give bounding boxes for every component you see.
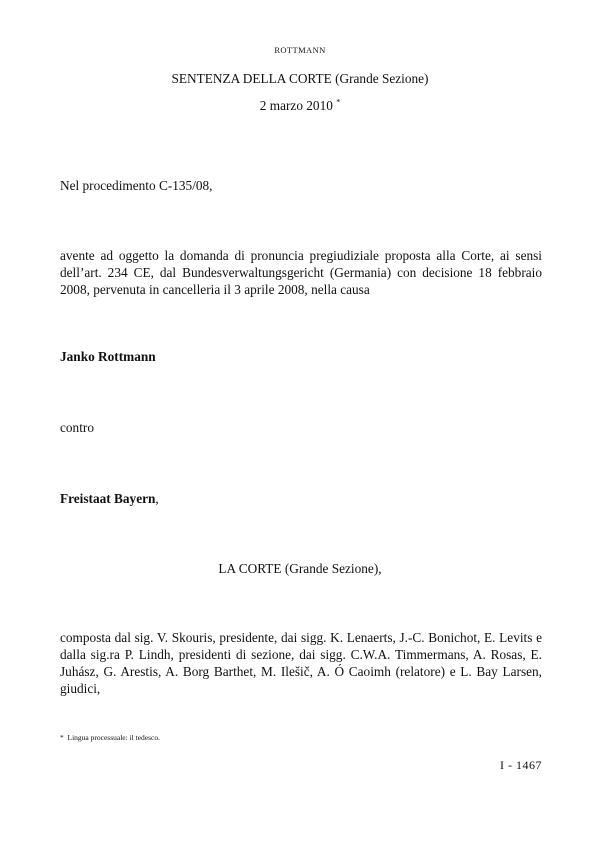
footnote (60, 733, 160, 742)
party-one: Janko Rottmann (60, 349, 156, 364)
footnote-marker: * (60, 733, 64, 742)
procedure-line: Nel procedimento C-135/08, (60, 178, 213, 193)
footnote-text: Lingua processuale: il tedesco. (67, 733, 160, 742)
composition-paragraph: composta dal sig. V. Skouris, presidente, dai sigg. K. Lenaerts, J.-C. Bonichot, E. Levits e dalla sig.ra P. Lindh, presidenti di sezione, dai sigg. C.W.A. Timmermans, A. Rosas, E. Juhász, G. Arestis, A. Borg Barthet, M. Ilešič, A. Ó Caoimh (relatore) e L. Bay Larsen, giudici, (60, 630, 542, 696)
court-heading: LA CORTE (Grande Sezione), (218, 561, 382, 576)
object-paragraph: avente ad oggetto la domanda di pronuncia pregiudiziale proposta alla Corte, ai sensi dell’art. 234 CE, dal Bundesverwaltungsgericht (Germania) con decisione 18 febbraio 2008, pervenuta in cancelleria il 3 aprile 2008, nella causa (60, 248, 542, 297)
date-text: 2 marzo 2010 (259, 98, 333, 113)
judgment-date (0, 98, 600, 114)
versus-label: contro (60, 420, 94, 435)
page-number: I - 1467 (500, 758, 542, 772)
party-two-line (60, 490, 159, 507)
running-head: ROTTMANN (274, 45, 326, 55)
party-two-suffix: , (155, 491, 159, 506)
judgment-title: SENTENZA DELLA CORTE (Grande Sezione) (171, 71, 429, 86)
date-footnote-marker: * (336, 97, 341, 107)
party-two: Freistaat Bayern (60, 491, 156, 506)
